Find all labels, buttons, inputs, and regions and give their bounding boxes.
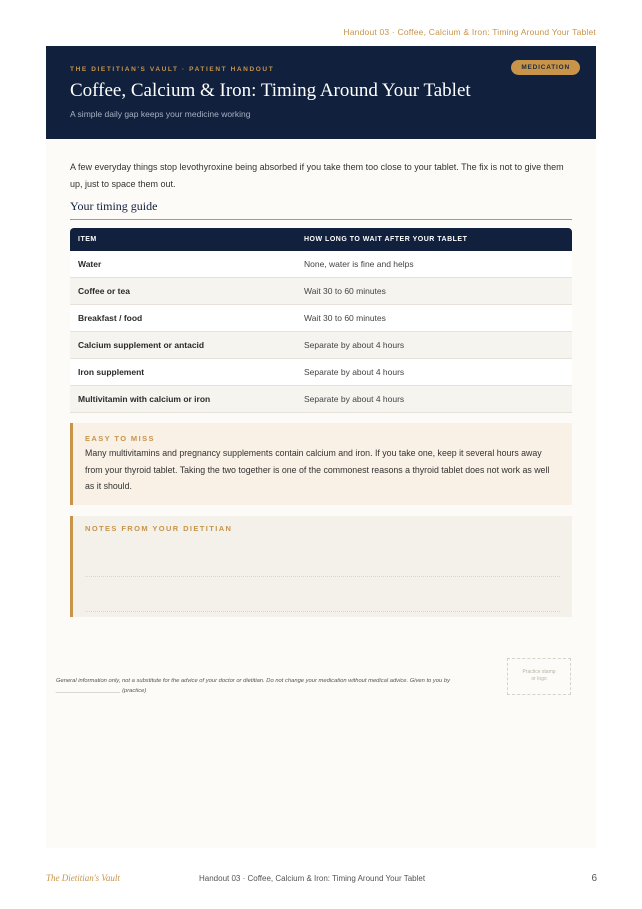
table-header-row (70, 228, 572, 251)
intro-paragraph: A few everyday things stop levothyroxine being absorbed if you take them too close to your tablet. The fix is not to give them up, just to space them out. (70, 162, 564, 189)
timing-table (70, 228, 572, 413)
row-item: Breakfast / food (70, 305, 296, 332)
table-row (70, 359, 572, 386)
callout-text: Many multivitamins and pregnancy supplements contain calcium and iron. If you take one, keep it several hours away from your thyroid tablet. Taking the two together is one of the commonest reasons a thyroid tablet does not work as well as it should. (85, 448, 550, 491)
table-row (70, 386, 572, 413)
table-row (70, 278, 572, 305)
table-row (70, 305, 572, 332)
row-wait: Wait 30 to 60 minutes (296, 305, 572, 332)
row-wait: Wait 30 to 60 minutes (296, 278, 572, 305)
title-banner (46, 46, 596, 139)
practice-stamp-box (507, 658, 571, 695)
column-header-item: ITEM (70, 228, 296, 251)
disclaimer-text: General information only, not a substitute for the advice of your doctor or dietitian. Do not change your medication without medical advice. Given to you by ____________________ (practice) (56, 678, 450, 694)
table-row (70, 251, 572, 278)
row-item: Multivitamin with calcium or iron (70, 386, 296, 413)
row-wait: Separate by about 4 hours (296, 332, 572, 359)
row-item: Water (70, 251, 296, 278)
page-number: 6 (591, 873, 597, 884)
page-title: Coffee, Calcium & Iron: Timing Around Your Tablet (70, 80, 471, 101)
timing-guide-heading: Your timing guide (70, 199, 572, 220)
row-item: Iron supplement (70, 359, 296, 386)
row-wait: Separate by about 4 hours (296, 386, 572, 413)
row-wait: Separate by about 4 hours (296, 359, 572, 386)
stamp-label: Practice stamp or logo (522, 669, 556, 682)
note-line (85, 611, 560, 612)
row-item: Calcium supplement or antacid (70, 332, 296, 359)
note-line (85, 576, 560, 577)
row-wait: None, water is fine and helps (296, 251, 572, 278)
column-header-wait: HOW LONG TO WAIT AFTER YOUR TABLET (296, 228, 572, 251)
footer-title: Handout 03 · Coffee, Calcium & Iron: Timing Around Your Tablet (199, 874, 426, 883)
table-row (70, 332, 572, 359)
category-badge: MEDICATION (511, 60, 580, 75)
dietitian-notes-box[interactable] (70, 516, 572, 617)
banner-eyebrow: THE DIETITIAN'S VAULT · PATIENT HANDOUT (70, 66, 275, 73)
callout-heading: EASY TO MISS (85, 434, 155, 443)
running-header: Handout 03 · Coffee, Calcium & Iron: Timing Around Your Tablet (343, 27, 596, 37)
handout-page (46, 46, 596, 848)
footer-brand: The Dietitian's Vault (46, 873, 120, 883)
row-item: Coffee or tea (70, 278, 296, 305)
easy-to-miss-callout (70, 423, 572, 505)
notes-heading: NOTES FROM YOUR DIETITIAN (85, 524, 233, 533)
page-subtitle: A simple daily gap keeps your medicine working (70, 109, 251, 119)
